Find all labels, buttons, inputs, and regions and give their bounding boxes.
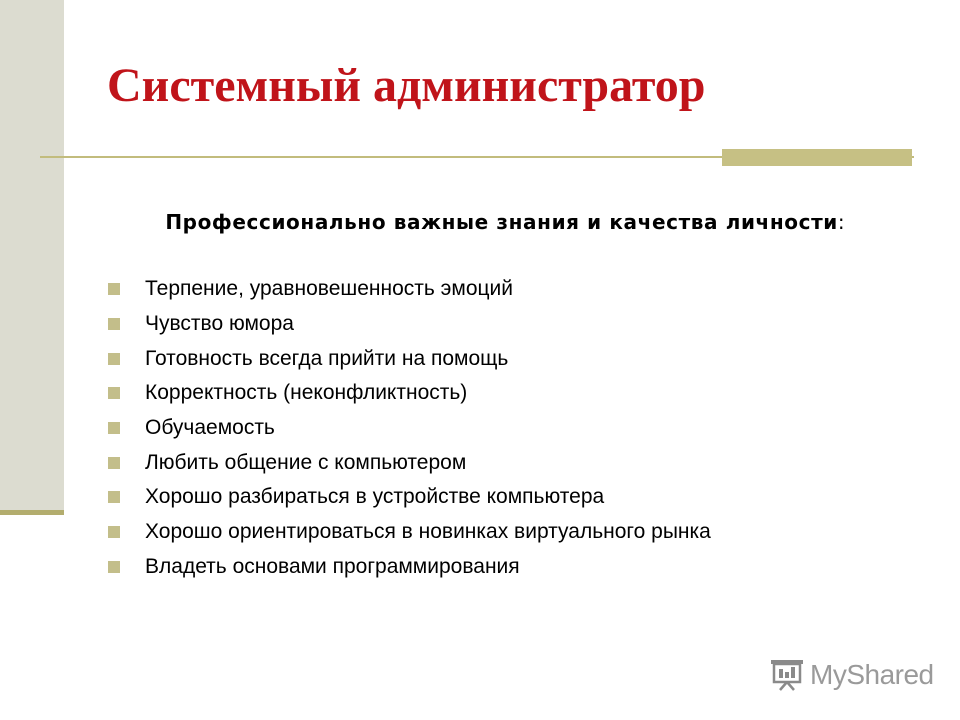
list-item — [108, 445, 711, 480]
square-bullet-icon — [108, 318, 120, 330]
logo-text: MyShared — [810, 659, 934, 690]
list-item — [108, 341, 711, 376]
list-item-text: Хорошо ориентироваться в новинках виртуального рынка — [145, 520, 711, 544]
slide-title: Системный администратор — [107, 59, 706, 112]
list-item-text: Терпение, уравновешенность эмоций — [145, 277, 514, 301]
myshared-logo — [770, 655, 934, 695]
square-bullet-icon — [108, 561, 120, 573]
list-item-text: Корректность (неконфликтность) — [145, 381, 468, 405]
side-decoration-underline — [0, 510, 64, 515]
slide-subtitle — [140, 210, 870, 234]
list-item — [108, 411, 711, 446]
square-bullet-icon — [108, 526, 120, 538]
list-item-text: Хорошо разбираться в устройстве компьютера — [145, 485, 605, 509]
list-item — [108, 550, 711, 585]
list-item-text: Обучаемость — [145, 416, 275, 440]
list-item-text: Любить общение с компьютером — [145, 450, 467, 474]
list-item-text: Владеть основами программирования — [145, 554, 520, 578]
square-bullet-icon — [108, 457, 120, 469]
list-item-text: Готовность всегда прийти на помощь — [145, 346, 509, 370]
title-divider-accent — [722, 149, 912, 166]
side-decoration-bar — [0, 0, 64, 514]
subtitle-colon: : — [837, 210, 845, 234]
projector-screen-icon — [770, 659, 804, 691]
list-item — [108, 307, 711, 342]
qualities-list — [108, 272, 711, 584]
list-item — [108, 272, 711, 307]
list-item — [108, 376, 711, 411]
square-bullet-icon — [108, 387, 120, 399]
square-bullet-icon — [108, 422, 120, 434]
square-bullet-icon — [108, 491, 120, 503]
list-item-text: Чувство юмора — [145, 312, 294, 336]
square-bullet-icon — [108, 353, 120, 365]
subtitle-text: Профессионально важные знания и качества личности — [165, 210, 838, 234]
list-item — [108, 480, 711, 515]
square-bullet-icon — [108, 283, 120, 295]
list-item — [108, 515, 711, 550]
